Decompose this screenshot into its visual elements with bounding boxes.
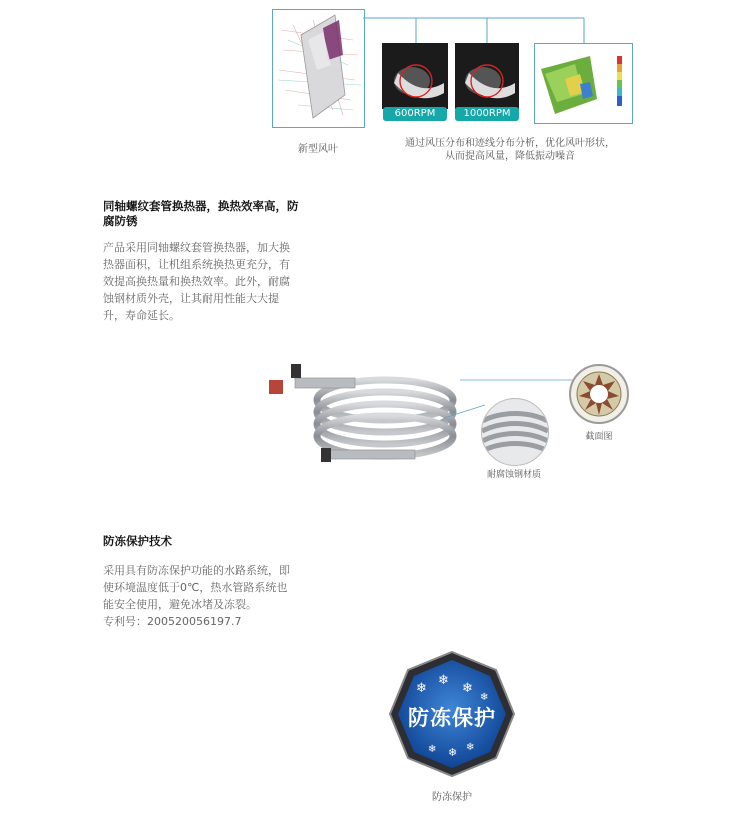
heat-exchanger-line: 蚀钢材质外壳，让其耐用性能大大提 — [103, 292, 279, 305]
heat-exchanger-line: 热器面积，让机组系统换热更充分，有 — [103, 258, 290, 271]
cross-section-image — [568, 363, 630, 425]
svg-text:❄: ❄ — [466, 742, 475, 753]
rpm-1000-label: 1000RPM — [455, 107, 519, 121]
antifreeze-badge — [386, 648, 518, 780]
svg-text:❄: ❄ — [480, 692, 489, 703]
heat-exchanger-line: 效提高换热量和换热效率。此外，耐腐 — [103, 275, 290, 288]
flow-image-1000 — [455, 43, 519, 109]
antifreeze-line: 专利号：200520056197.7 — [103, 615, 242, 628]
heat-exchanger-heading — [103, 199, 323, 229]
heat-exchanger-heading-line2: 腐防锈 — [103, 214, 138, 228]
coil-illustration — [265, 360, 465, 485]
antifreeze-line: 采用具有防冻保护功能的水路系统，即 — [103, 564, 290, 577]
fan-blade-caption: 新型风叶 — [298, 144, 338, 155]
antifreeze-heading: 防冻保护技术 — [103, 534, 172, 548]
material-zoom — [481, 398, 549, 466]
fan-blade-panel — [272, 9, 365, 128]
svg-text:❄: ❄ — [438, 673, 449, 688]
cross-section-caption: 截面图 — [585, 432, 613, 442]
heat-exchanger-body — [103, 239, 290, 324]
fan-blade-illustration — [273, 10, 364, 127]
heat-exchanger-heading-line1: 同轴螺纹套管换热器，换热效率高，防 — [103, 199, 299, 213]
antifreeze-line: 使环境温度低于0℃，热水管路系统也 — [103, 581, 288, 594]
svg-text:❄: ❄ — [416, 681, 427, 696]
analysis-caption-line2: 从而提高风量，降低振动噪音 — [445, 151, 575, 162]
heat-exchanger-line: 升，寿命延长。 — [103, 309, 180, 322]
pressure-map-panel — [534, 43, 633, 124]
svg-text:❄: ❄ — [462, 681, 473, 696]
svg-text:❄: ❄ — [448, 746, 458, 759]
analysis-caption-line1: 通过风压分布和迹线分布分析，优化风叶形状， — [405, 138, 615, 149]
antifreeze-line: 能安全使用，避免冰堵及冻裂。 — [103, 598, 257, 611]
heat-exchanger-line: 产品采用同轴螺纹套管换热器，加大换 — [103, 241, 290, 254]
flow-image-600 — [382, 43, 448, 109]
antifreeze-badge-text: 防冻保护 — [408, 706, 496, 730]
material-caption: 耐腐蚀钢材质 — [486, 470, 541, 480]
antifreeze-caption: 防冻保护 — [432, 792, 472, 803]
rpm-600-label: 600RPM — [383, 107, 447, 121]
svg-text:❄: ❄ — [428, 744, 437, 755]
antifreeze-body — [103, 562, 290, 630]
